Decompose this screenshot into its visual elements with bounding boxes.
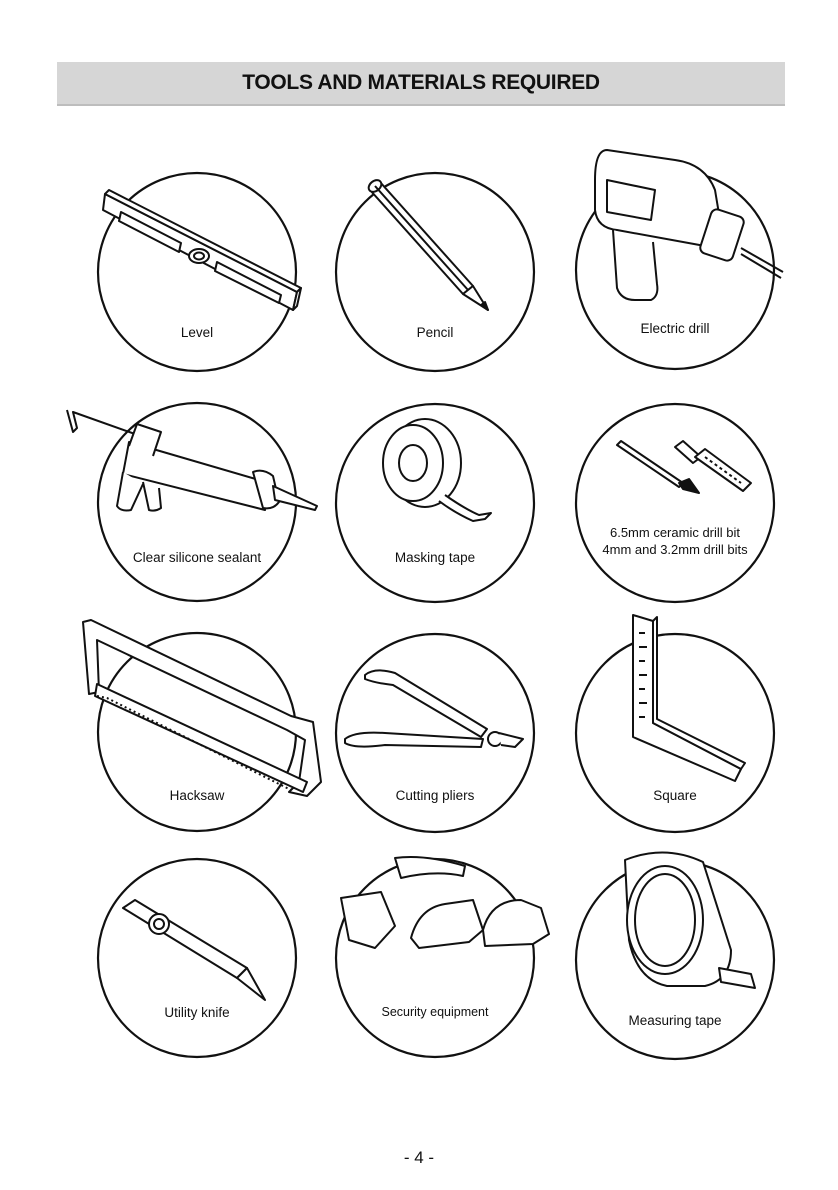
security-equipment-icon (315, 838, 555, 1078)
tool-level (77, 152, 317, 392)
tool-masking-tape (315, 383, 555, 623)
tool-label: Hacksaw (169, 788, 225, 803)
utility-knife-icon (77, 838, 317, 1078)
tool-label: Masking tape (394, 550, 476, 565)
page-title: TOOLS AND MATERIALS REQUIRED (242, 71, 600, 94)
hacksaw-icon (77, 612, 317, 852)
section-header (57, 62, 785, 106)
pencil-icon (315, 152, 555, 392)
tool-hacksaw (77, 612, 317, 852)
tool-pencil (315, 152, 555, 392)
tool-label: Electric drill (640, 321, 710, 336)
tool-measuring-tape (555, 840, 795, 1080)
tool-label: Pencil (416, 325, 454, 340)
tool-label: Clear silicone sealant (132, 550, 262, 565)
tool-electric-drill (555, 150, 795, 390)
masking-tape-icon (315, 383, 555, 623)
tool-label-line-2: 4mm and 3.2mm drill bits (602, 542, 748, 557)
level-icon (77, 152, 317, 392)
tool-label: Square (653, 788, 697, 803)
tool-caulking-gun (77, 382, 317, 622)
tool-utility-knife (77, 838, 317, 1078)
electric-drill-icon (555, 150, 795, 390)
tool-label: Security equipment (381, 1005, 489, 1019)
cutting-pliers-icon (315, 613, 555, 853)
measuring-tape-icon (555, 840, 795, 1080)
tool-security-equipment (315, 838, 555, 1078)
tool-drill-bits (555, 383, 795, 623)
tool-label: Level (180, 325, 214, 340)
drill-bits-icon (555, 383, 795, 623)
caulking-gun-icon (77, 382, 317, 622)
tool-label: Cutting pliers (395, 788, 475, 803)
tool-square (555, 613, 795, 853)
tool-cutting-pliers (315, 613, 555, 853)
tool-label: Measuring tape (628, 1013, 722, 1028)
tool-label: Utility knife (164, 1005, 230, 1020)
tool-label-line-1: 6.5mm ceramic drill bit (609, 525, 741, 540)
square-icon (555, 613, 795, 853)
page-number: - 4 - (403, 1148, 435, 1167)
